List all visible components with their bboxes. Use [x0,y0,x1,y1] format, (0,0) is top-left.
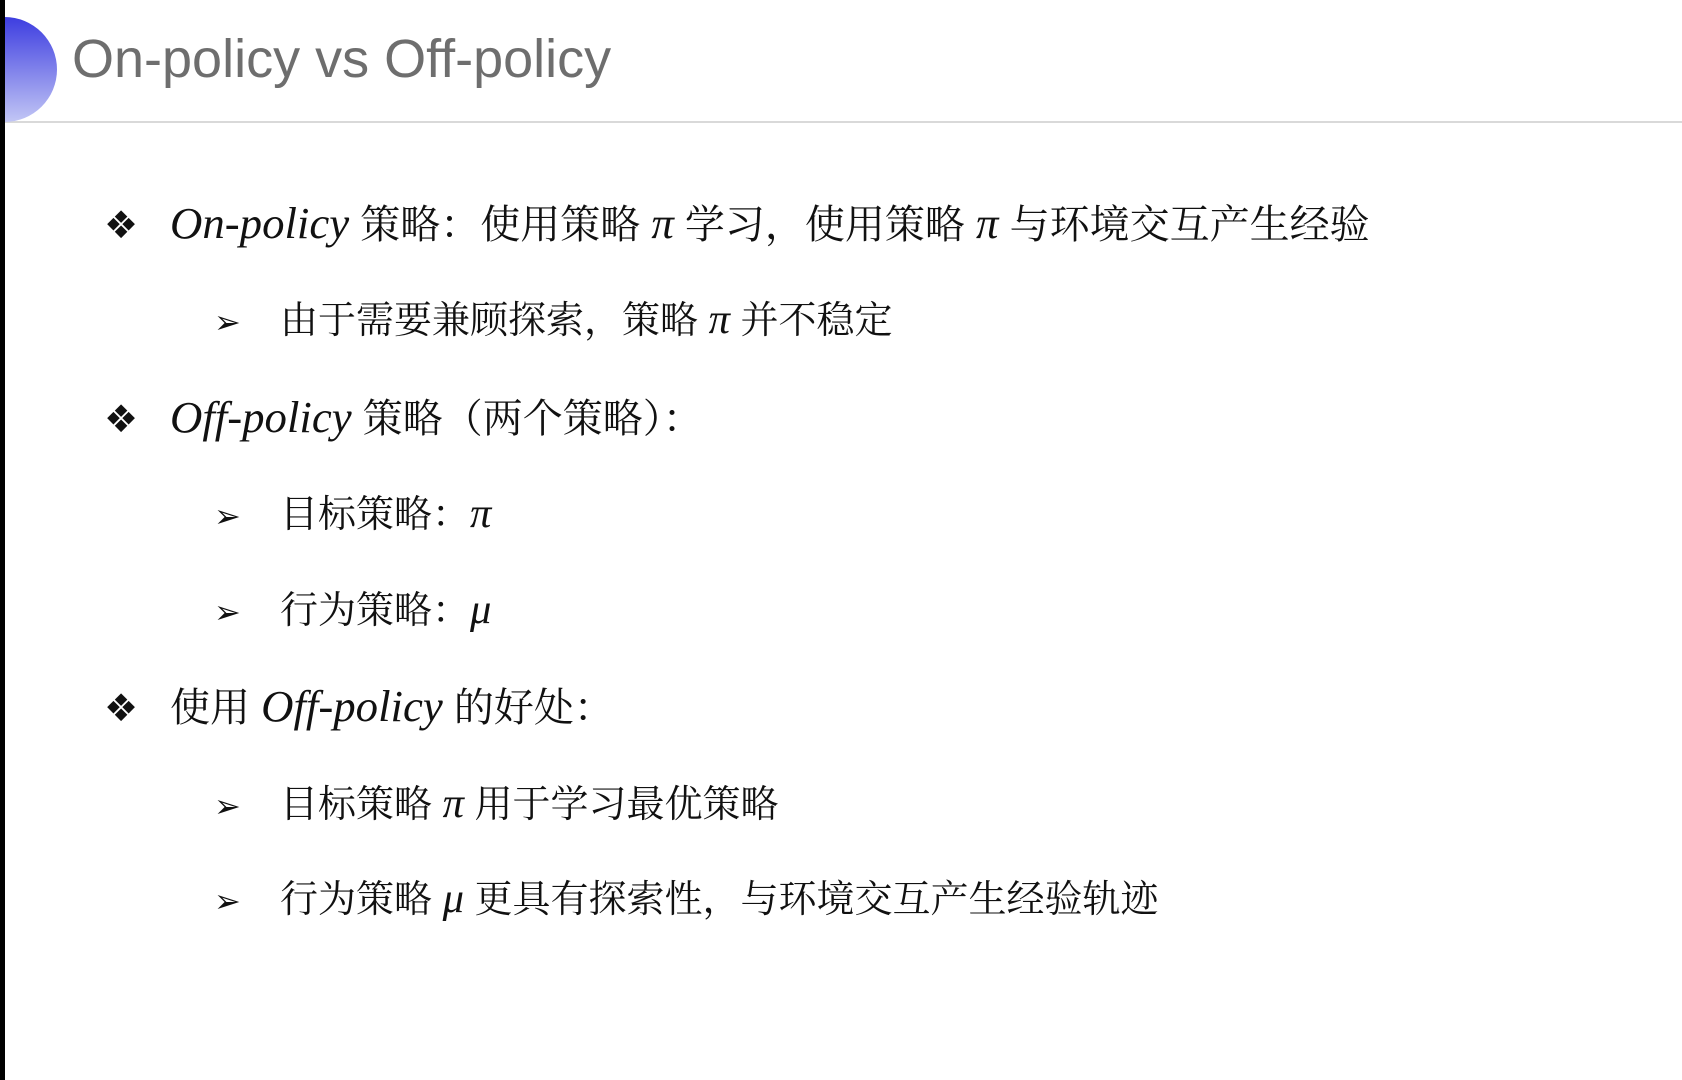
cjk-text: 行为策略 [280,879,443,922]
bullet-item-main [0,387,1682,447]
bullet-text [280,775,778,832]
bullet-item-sub [0,775,1682,832]
cjk-text: 策略（两个策略）： [351,396,703,441]
cjk-text: 用于学习最优策略 [463,783,779,826]
bullet-list [0,165,1682,966]
math-term: π [651,198,674,248]
math-term: π [976,198,999,248]
cjk-text: 目标策略： [280,494,471,537]
cjk-text: 与环境交互产生经验 [998,203,1370,247]
bullet-item-main [0,676,1682,736]
page-title: On-policy vs Off-policy [72,29,612,89]
cjk-text: 使用 [170,686,262,731]
bullet-item-sub [0,581,1682,638]
math-term: Off-policy [261,681,443,732]
arrow-bullet-icon: ➢ [214,882,241,921]
math-term: π [708,296,730,344]
bullet-item-sub [0,291,1682,348]
diamond-bullet-icon: ❖ [104,396,139,441]
cjk-text: 由于需要兼顾探索，策略 [280,300,709,343]
bullet-item-main [0,193,1682,253]
bullet-text [280,485,491,542]
arrow-bullet-icon: ➢ [214,497,241,536]
cjk-text: 更具有探索性，与环境交互产生经验轨迹 [463,879,1159,922]
cjk-text: 行为策略： [280,589,471,632]
bullet-item-sub [0,485,1682,542]
arrow-bullet-icon: ➢ [214,786,241,825]
bullet-item-sub [0,870,1682,927]
diamond-bullet-icon: ❖ [104,203,139,247]
math-term: μ [442,875,464,923]
cjk-text: 策略：使用策略 [349,203,652,247]
bullet-text [280,870,1158,927]
bullet-text [170,193,1370,253]
arrow-bullet-icon: ➢ [214,592,241,631]
math-term: μ [470,585,492,633]
bullet-text [280,291,892,348]
bullet-text [170,387,703,447]
slide-header [0,0,1682,123]
math-term: On-policy [170,198,350,248]
bullet-text [170,676,614,736]
math-term: π [442,779,464,827]
math-term: π [470,490,492,538]
accent-circle-decoration [0,17,57,122]
cjk-text: 目标策略 [280,783,443,826]
cjk-text: 学习，使用策略 [673,203,977,247]
math-term: Off-policy [170,391,352,442]
cjk-text: 的好处： [442,686,614,731]
left-edge-strip [0,0,5,1080]
bullet-text [280,581,491,638]
arrow-bullet-icon: ➢ [214,303,241,342]
cjk-text: 并不稳定 [729,300,893,343]
diamond-bullet-icon: ❖ [104,686,139,731]
